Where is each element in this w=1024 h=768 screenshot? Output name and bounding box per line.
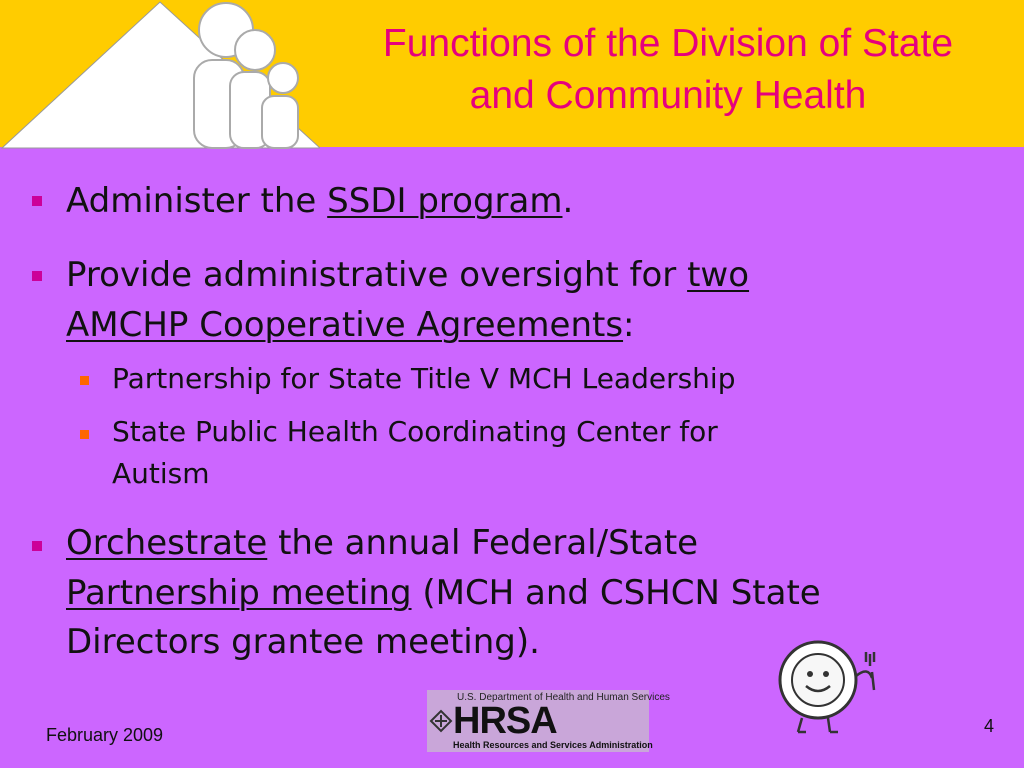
- sub-bullet-marker: [80, 376, 89, 385]
- smiley-mascot-icon: [772, 636, 892, 736]
- bullet-marker: [32, 541, 42, 551]
- orchestrate-link[interactable]: Orchestrate: [66, 523, 268, 563]
- ssdi-program-link[interactable]: SSDI program: [327, 181, 563, 221]
- bullet-item-1: [66, 176, 573, 226]
- family-logo-icon: [0, 0, 320, 150]
- sub-item-autism-line-2: Autism: [112, 457, 210, 490]
- hrsa-eagle-icon: [429, 708, 453, 734]
- partnership-meeting-link[interactable]: Partnership meeting: [66, 573, 412, 613]
- bullet-item-2-line-2: [66, 300, 635, 350]
- hrsa-department-text: U.S. Department of Health and Human Services: [457, 692, 670, 703]
- hrsa-logo: [427, 690, 670, 752]
- bullet-marker: [32, 196, 42, 206]
- hrsa-acronym: HRSA: [453, 700, 557, 742]
- bullet-item-2-line-1: [66, 250, 749, 300]
- sub-item-autism-line-1: State Public Health Coordinating Center for: [112, 415, 718, 448]
- page-title: [322, 18, 1014, 122]
- header-band: [0, 0, 1024, 147]
- footer-date: February 2009: [46, 725, 164, 745]
- bullet-3-text-1: the annual Federal/State: [267, 523, 699, 563]
- bullet-2-end: :: [623, 305, 635, 345]
- bullet-1-end: .: [562, 181, 574, 221]
- two-link[interactable]: two: [687, 255, 750, 295]
- amchp-agreements-link[interactable]: AMCHP Cooperative Agreements: [66, 305, 624, 345]
- title-line-2: and Community Health: [469, 74, 867, 117]
- hrsa-full-name: Health Resources and Services Administration: [453, 740, 653, 750]
- bullet-3-text-2: (MCH and CSHCN State: [411, 573, 821, 613]
- sub-bullet-marker: [80, 430, 89, 439]
- sub-item-partnership: Partnership for State Title V MCH Leadership: [112, 362, 736, 395]
- bullet-item-3-line-1: [66, 518, 698, 568]
- bullet-1-text: Administer the: [66, 181, 328, 221]
- bullet-2-text: Provide administrative oversight for: [66, 255, 688, 295]
- bullet-item-3-line-3: Directors grantee meeting).: [66, 622, 540, 662]
- page-number: 4: [984, 716, 995, 736]
- bullet-item-3-line-2: [66, 568, 821, 618]
- bullet-marker: [32, 271, 42, 281]
- title-line-1: Functions of the Division of State: [382, 22, 954, 65]
